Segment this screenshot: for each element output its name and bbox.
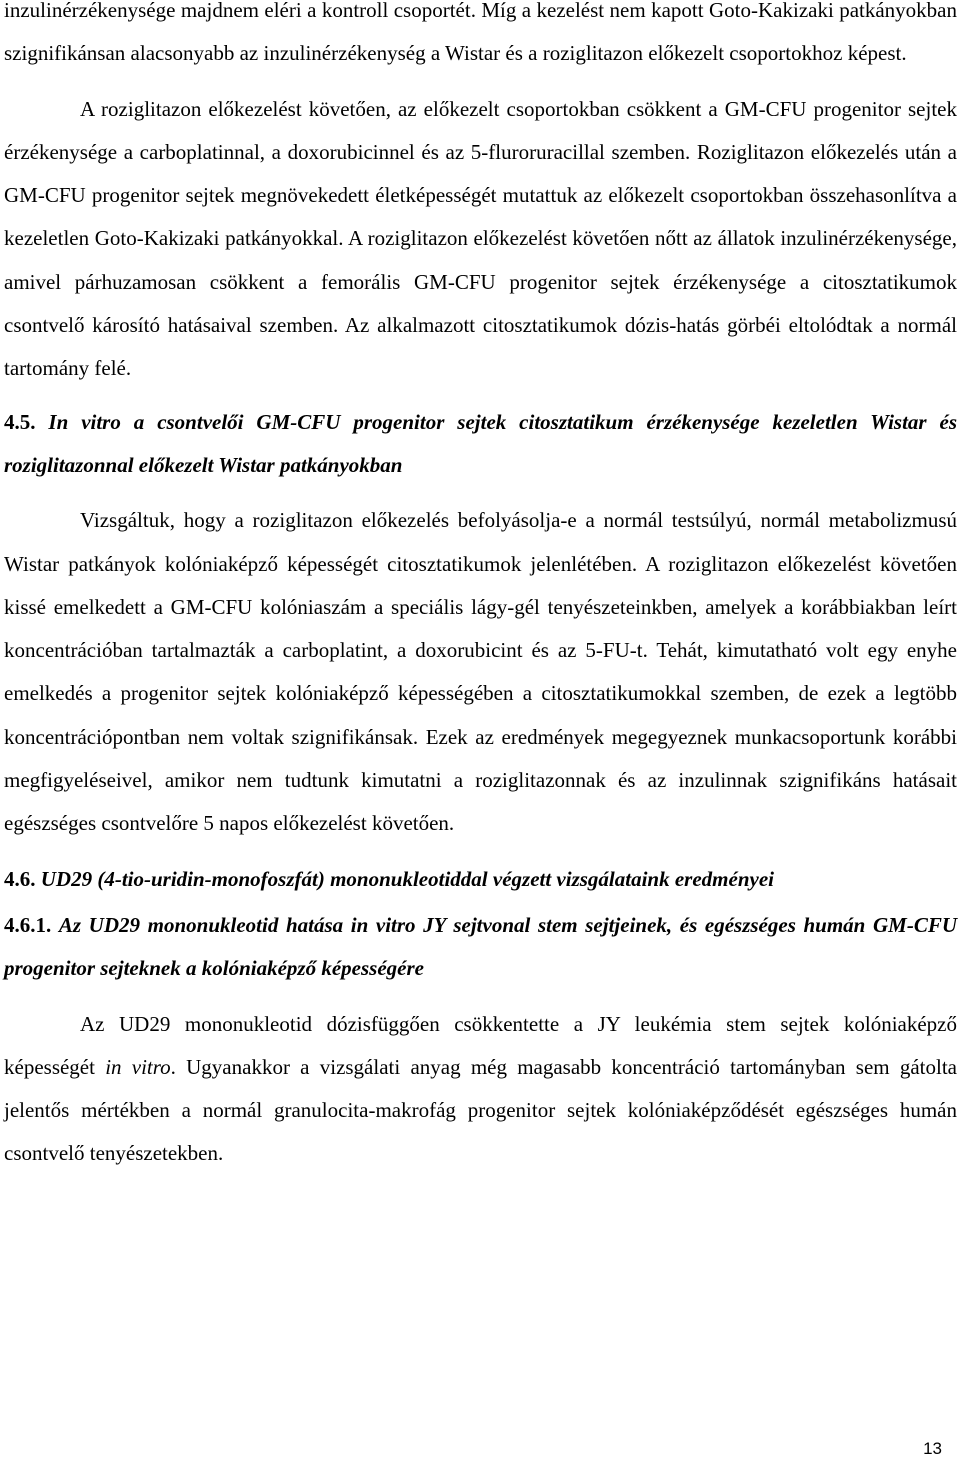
paragraph-summary: A roziglitazon előkezelést követően, az előkezelt csoportokban csökkent a GM-CFU progenitor sejtek érzékenysége a carboplatinnal, a doxorubicinnel és az 5-fluroruracillal szemben. Roziglitazon előkezelés után a GM-CFU progenitor sejtek megnövekedett életképességét mutattuk az előkezelt csoportokban összehasonlítva a kezeletlen Goto-Kakizaki patkányokkal. A roziglitazon előkezelést követően nőtt az állatok inzulinérzékenysége, amivel párhuzamosan csökkent a femorális GM-CFU progenitor sejtek érzékenysége a citosztatikumok csontvelő károsító hatásaival szemben. Az alkalmazott citosztatikumok dózis-hatás görbéi eltolódtak a normál tartomány felé.	[4, 96, 957, 381]
section-number: 4.6.1.	[4, 912, 52, 937]
italic-term: in vitro	[105, 1054, 171, 1079]
section-heading-4-6-1	[4, 904, 957, 991]
page-number: 13	[923, 1439, 942, 1458]
section-heading-4-5	[4, 401, 957, 488]
section-heading-4-6	[4, 858, 957, 901]
section-title: In vitro a csontvelői GM-CFU progenitor sejtek citosztatikum érzékenysége kezeletlen Wistar és roziglitazonnal előkezelt Wistar patkányokban	[4, 409, 957, 477]
paragraph-text: . Ugyanakkor a vizsgálati anyag még magasabb koncentráció tartományban sem gátolta jelentős mértékben a normál granulocita-makrofág progenitor sejtek kolóniaképződését egészséges humán csontvelő tenyészetekben.	[4, 1054, 957, 1166]
paragraph-wistar-results: Vizsgáltuk, hogy a roziglitazon előkezelés befolyásolja-e a normál testsúlyú, normál metabolizmusú Wistar patkányok kolóniaképző képességét citosztatikumok jelenlétében. A roziglitazon előkezelést követően kissé emelkedett a GM-CFU kolóniaszám a speciális lágy-gél tenyészeteinkben, amelyek a korábbiakban leírt koncentrációban tartalmazták a carboplatint, a doxorubicint és az 5-FU-t. Tehát, kimutatható volt egy enyhe emelkedés a progenitor sejtek kolóniaképző képességében a citosztatikumokkal szemben, de ezek a legtöbb koncentrációpontban nem voltak szignifikánsak. Ezek az eredmények megegyeznek munkacsoportunk korábbi megfigyeléseivel, amikor nem tudtunk kimutatni a roziglitazonnak és az inzulinnak szignifikáns hatásait egészséges csontvelőre 5 napos előkezelést követően.	[4, 508, 957, 836]
paragraph-ud29-results	[4, 1003, 957, 1176]
document-page	[4, 0, 957, 1176]
paragraph-continuation: inzulinérzékenysége majdnem eléri a kontroll csoportét. Míg a kezelést nem kapott Goto-Kakizaki patkányokban szignifikánsan alacsonyabb az inzulinérzékenység a Wistar és a roziglitazon előkezelt csoportokhoz képest.	[4, 0, 957, 66]
section-title: UD29 (4-tio-uridin-monofoszfát) mononukleotiddal végzett vizsgálataink eredményei	[40, 866, 774, 891]
section-number: 4.5.	[4, 409, 36, 434]
section-number: 4.6.	[4, 866, 36, 891]
paragraph-text: Az UD29 mononukleotid dózisfüggően csökkentette a JY leukémia stem sejtek kolóniaképző képességét	[4, 1011, 957, 1079]
section-title: Az UD29 mononukleotid hatása in vitro JY sejtvonal stem sejtjeinek, és egészséges humán GM-CFU progenitor sejteknek a kolóniaképző képességére	[4, 912, 957, 981]
